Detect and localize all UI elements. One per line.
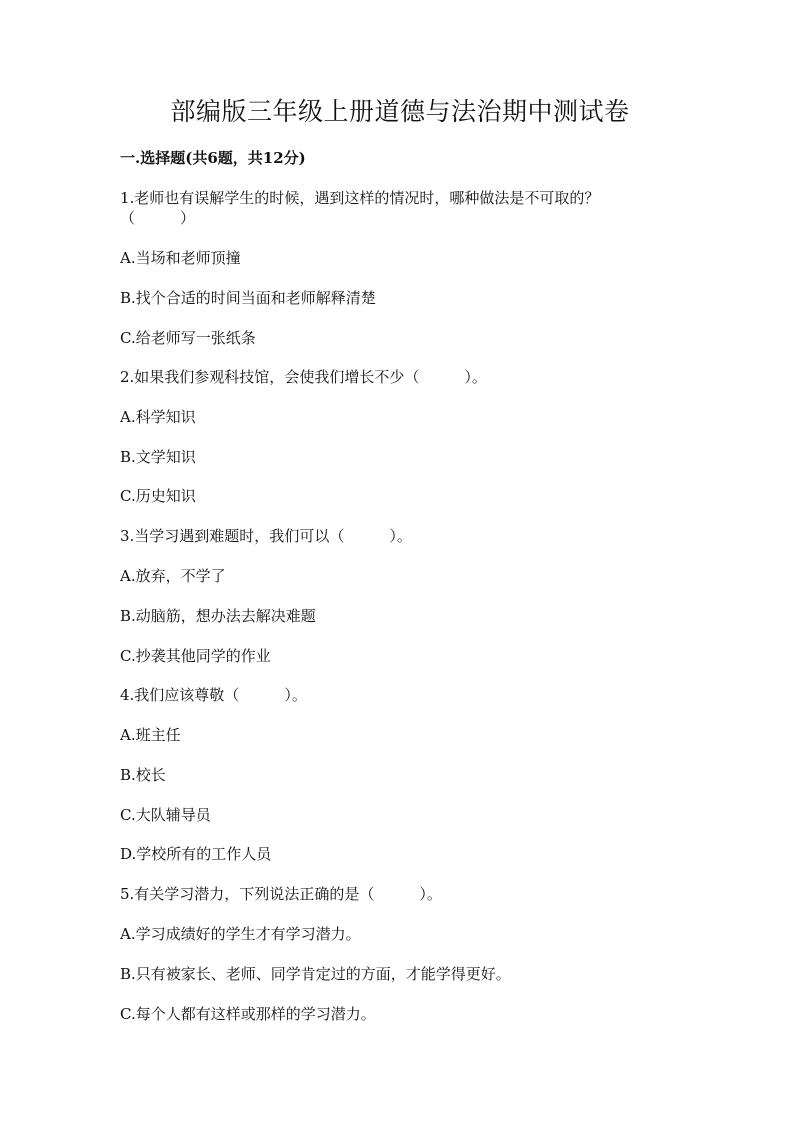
question-4-option-a: A.班主任 [120, 726, 181, 744]
question-3-stem: 3.当学习遇到难题时，我们可以（ ）。 [120, 527, 412, 545]
question-4-option-d: D.学校所有的工作人员 [120, 845, 272, 863]
question-1-option-c: C.给老师写一张纸条 [120, 329, 256, 347]
question-2-stem: 2.如果我们参观科技馆，会使我们增长不少（ ）。 [120, 368, 487, 386]
question-5-option-c: C.每个人都有这样或那样的学习潜力。 [120, 1005, 376, 1023]
question-3-option-b: B.动脑筋，想办法去解决难题 [120, 607, 316, 625]
question-4-option-b: B.校长 [120, 766, 166, 784]
question-2-option-c: C.历史知识 [120, 487, 196, 505]
question-2-option-b: B.文学知识 [120, 448, 196, 466]
question-4-stem: 4.我们应该尊敬（ ）。 [120, 686, 307, 704]
question-1-option-a: A.当场和老师顶撞 [120, 249, 241, 267]
question-5-stem: 5.有关学习潜力，下列说法正确的是（ ）。 [120, 885, 442, 903]
question-5-option-a: A.学习成绩好的学生才有学习潜力。 [120, 925, 361, 943]
section-heading: 一.选择题(共6题，共12分) [120, 149, 306, 167]
question-5-option-b: B.只有被家长、老师、同学肯定过的方面，才能学得更好。 [120, 965, 511, 983]
question-1-blank: （ ） [120, 209, 196, 227]
question-4-option-c: C.大队辅导员 [120, 806, 211, 824]
question-3-option-a: A.放弃，不学了 [120, 567, 226, 585]
question-1-stem: 1.老师也有误解学生的时候，遇到这样的情况时，哪种做法是不可取的？ [120, 189, 600, 207]
question-2-option-a: A.科学知识 [120, 408, 196, 426]
question-1-option-b: B.找个合适的时间当面和老师解释清楚 [120, 289, 376, 307]
exam-title: 部编版三年级上册道德与法治期中测试卷 [170, 97, 630, 126]
question-3-option-c: C.抄袭其他同学的作业 [120, 647, 271, 665]
